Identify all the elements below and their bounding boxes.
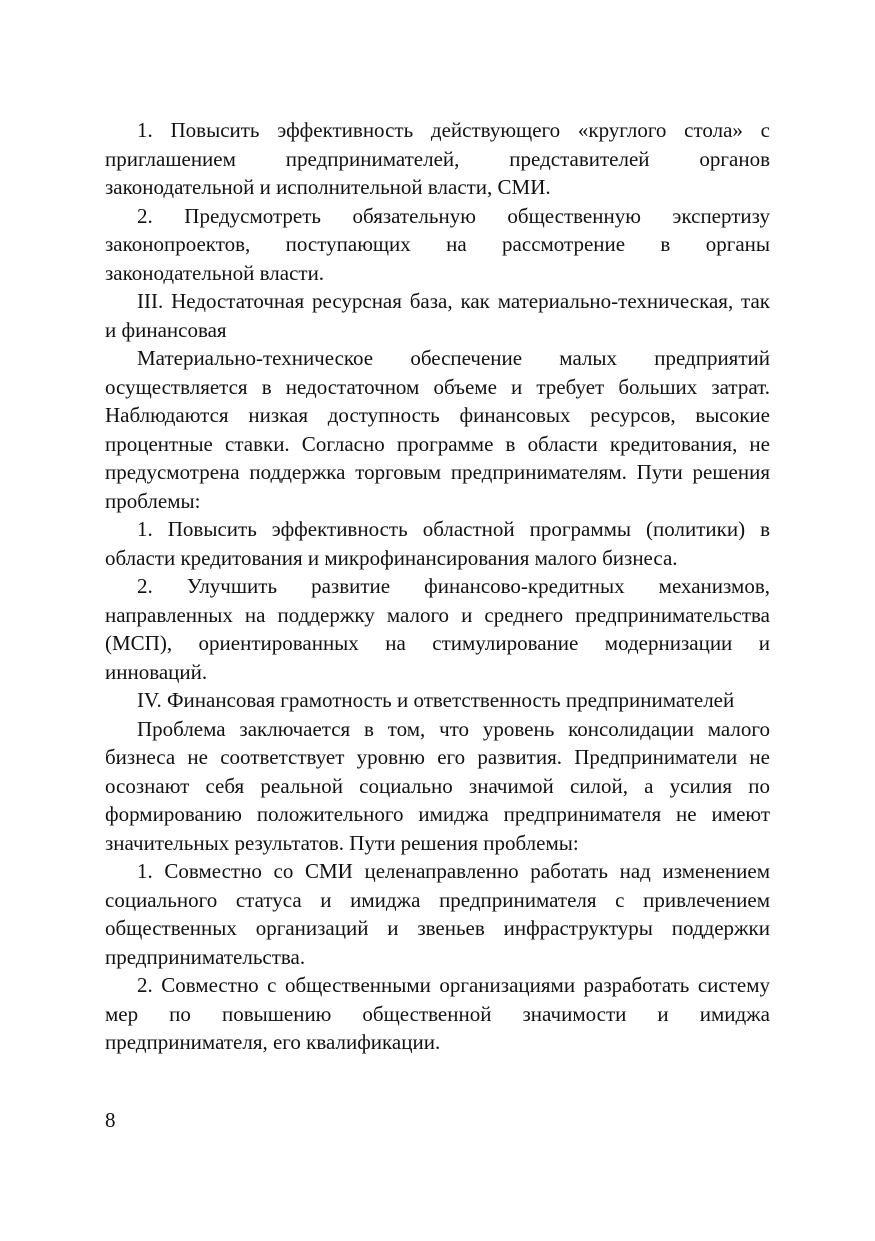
paragraph-public-organizations: 2. Совместно с общественными организациями разработать систему мер по повышению общественной значимости и имиджа предпринимателя, его квалификации. [105, 973, 770, 1054]
paragraph-round-table: 1. Повысить эффективность действующего «круглого стола» с приглашением предпринимателей, представителей органов законодательной и исполнительной власти, СМИ. [105, 118, 770, 199]
paragraph-credit-program: 1. Повысить эффективность областной программы (политики) в области кредитования и микрофинансирования малого бизнеса. [105, 517, 770, 570]
paragraph-media-cooperation: 1. Совместно со СМИ целенаправленно работать над изменением социального статуса и имиджа предпринимателя с привлечением общественных организаций и звеньев инфраструктуры поддержки предпринимательства. [105, 859, 770, 969]
paragraph-resource-problem: Материально-техническое обеспечение малых предприятий осуществляется в недостаточном объеме и требует больших затрат. Наблюдаются низкая доступность финансовых ресурсов, высокие процентные ставки. Согласно программе в области кредитования, не предусмотрена поддержка торговым предпринимателям. Пути решения проблемы: [105, 346, 770, 513]
section-heading-resource-base: III. Недостаточная ресурсная база, как материально-техническая, так и финансовая [105, 289, 770, 342]
paragraph-consolidation-problem: Проблема заключается в том, что уровень консолидации малого бизнеса не соответствует уровню его развития. Предприниматели не осознают себя реальной социально значимой силой, а усилия по формированию положительного имиджа предпринимателя не имеют значительных результатов. Пути решения проблемы: [105, 716, 770, 855]
page-body [105, 116, 770, 1057]
section-heading-financial-literacy: IV. Финансовая грамотность и ответственность предпринимателей [137, 688, 735, 712]
paragraph-public-expertise: 2. Предусмотреть обязательную общественную экспертизу законопроектов, поступающих на рассмотрение в органы законодательной власти. [105, 203, 770, 285]
page-number: 8 [105, 1108, 116, 1132]
paragraph-financial-mechanisms: 2. Улучшить развитие финансово-кредитных механизмов, направленных на поддержку малого и среднего предпринимательства (МСП), ориентированных на стимулирование модернизации и инноваций. [105, 574, 770, 684]
